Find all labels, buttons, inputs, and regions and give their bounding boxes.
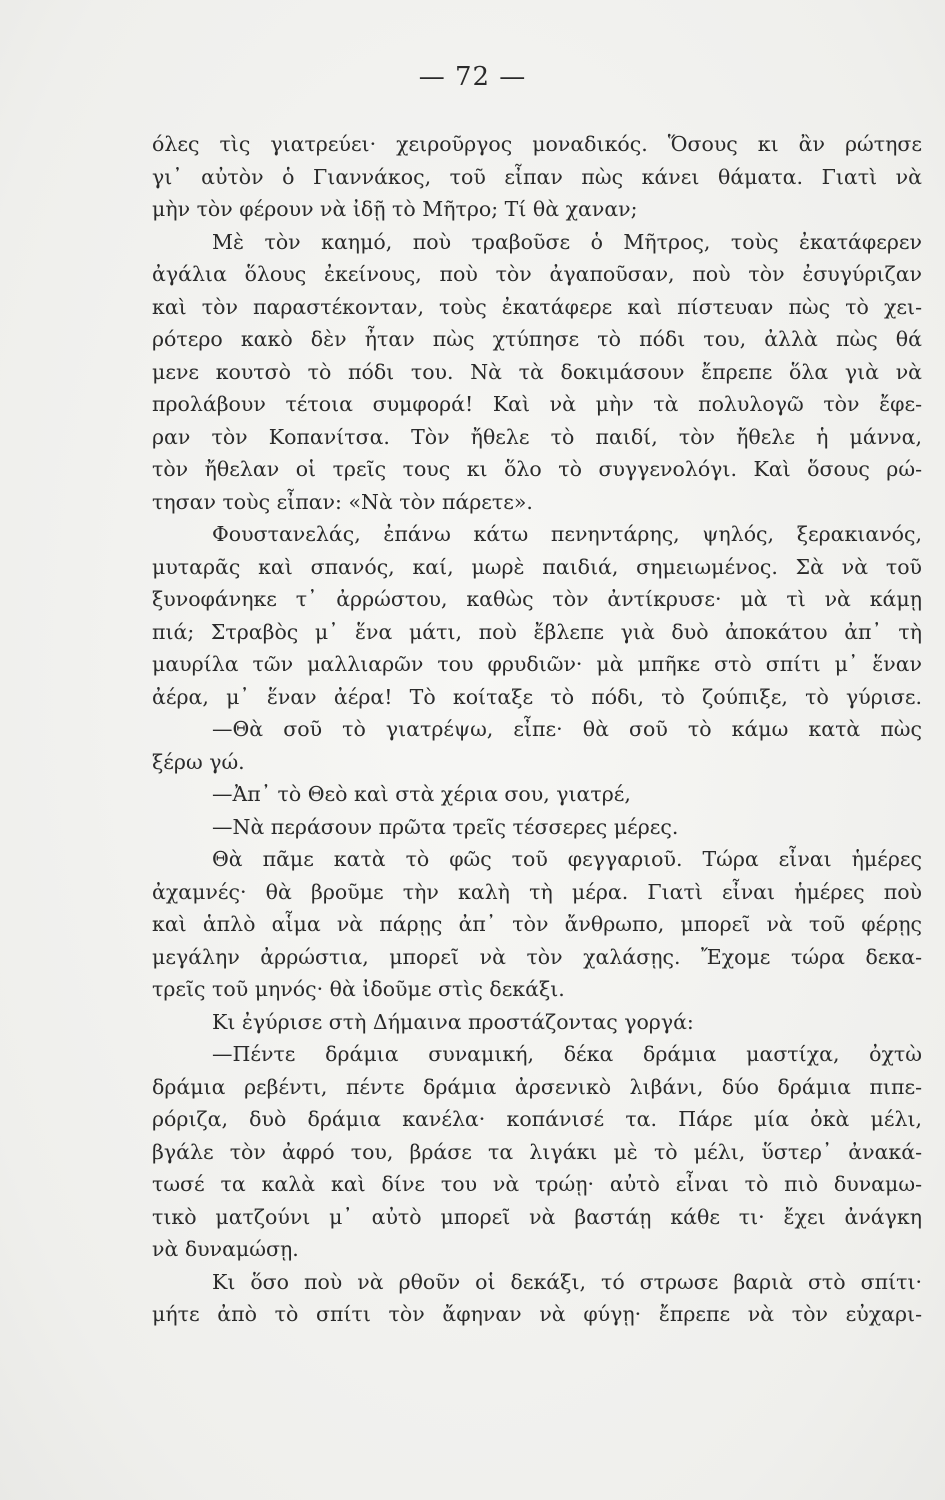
text-line: πιά; Στραβὸς μ᾽ ἕνα μάτι, ποὺ ἔβλεπε γιὰ δυὸ ἀποκάτου ἀπ᾽ τὴ xyxy=(152,619,922,644)
text-line: ἀγάλια ὅλους ἐκείνους, ποὺ τὸν ἀγαποῦσαν, ποὺ τὸν ἐσυγύριζαν xyxy=(152,262,922,286)
text-line: μὴν τὸν φέρουν νὰ ἰδῇ τὸ Μῆτρο; Τί θὰ χαναν; xyxy=(152,197,638,221)
text-line: ρόριζα, δυὸ δράμια κανέλα· κοπάνισέ τα. Πάρε μία ὀκὰ μέλι, xyxy=(152,1107,922,1131)
body-text xyxy=(152,128,922,1331)
text-line: Κι ἐγύρισε στὴ Δήμαινα προστάζοντας γοργά: xyxy=(212,1009,694,1034)
text-line: Φουστανελάς, ἐπάνω κάτω πενηντάρης, ψηλός, ξερακιανός, xyxy=(212,522,922,546)
text-line: ξυνοφάνηκε τ᾽ ἀρρώστου, καθὼς τὸν ἀντίκρυσε· μὰ τὶ νὰ κάμῃ xyxy=(152,587,922,611)
text-line: τὸν ἤθελαν οἱ τρεῖς τους κι ὅλο τὸ συγγενολόγι. Καὶ ὅσους ρώ- xyxy=(152,457,922,481)
text-line: ραν τὸν Κοπανίτσα. Τὸν ἤθελε τὸ παιδί, τὸν ἤθελε ἡ μάννα, xyxy=(152,424,922,449)
text-line: ἀέρα, μ᾽ ἕναν ἀέρα! Τὸ κοίταξε τὸ πόδι, τὸ ζούπιξε, τὸ γύρισε. xyxy=(152,684,922,709)
text-line: τησαν τοὺς εἶπαν: «Νὰ τὸν πάρετε». xyxy=(152,489,533,514)
text-line: Κι ὅσο ποὺ νὰ ρθοῦν οἱ δεκάξι, τό στρωσε βαριὰ στὸ σπίτι· xyxy=(212,1269,922,1294)
text-line: ἀχαμνές· θὰ βροῦμε τὴν καλὴ τὴ μέρα. Γιατὶ εἶναι ἡμέρες ποὺ xyxy=(152,879,922,904)
text-line: βγάλε τὸν ἀφρό του, βράσε τα λιγάκι μὲ τὸ μέλι, ὕστερ᾽ ἀνακά- xyxy=(152,1139,922,1164)
page-number: — 72 — xyxy=(418,62,527,92)
text-line: τικὸ ματζούνι μ᾽ αὐτὸ μπορεῖ νὰ βαστάῃ κάθε τι· ἔχει ἀνάγκη xyxy=(152,1204,922,1229)
text-line: —Πέντε δράμια συναμική, δέκα δράμια μαστίχα, ὀχτὼ xyxy=(212,1042,922,1066)
text-line: καὶ τὸν παραστέκονταν, τοὺς ἐκατάφερε καὶ πίστευαν πὼς τὸ χει- xyxy=(152,294,922,319)
text-line: γι᾽ αὐτὸν ὁ Γιαννάκος, τοῦ εἶπαν πὼς κάνει θάματα. Γιατὶ νὰ xyxy=(152,164,922,189)
text-line: —Θὰ σοῦ τὸ γιατρέψω, εἶπε· θὰ σοῦ τὸ κάμω κατὰ πὼς xyxy=(212,717,922,741)
text-line: δράμια ρεβέντι, πέντε δράμια ἀρσενικὸ λιβάνι, δύο δράμια πιπε- xyxy=(152,1074,922,1099)
text-line: Μὲ τὸν καημό, ποὺ τραβοῦσε ὁ Μῆτρος, τοὺς ἐκατάφερεν xyxy=(212,229,922,254)
text-line: μαυρίλα τῶν μαλλιαρῶν του φρυδιῶν· μὰ μπῆκε στὸ σπίτι μ᾽ ἕναν xyxy=(152,652,922,676)
text-line: νὰ δυναμώσῃ. xyxy=(152,1237,299,1261)
text-line: μεγάλην ἀρρώστια, μπορεῖ νὰ τὸν χαλάσῃς. Ἔχομε τώρα δεκα- xyxy=(152,944,922,969)
text-line: —Νὰ περάσουν πρῶτα τρεῖς τέσσερες μέρες. xyxy=(212,814,679,839)
text-line: Θὰ πᾶμε κατὰ τὸ φῶς τοῦ φεγγαριοῦ. Τώρα εἶναι ἡμέρες xyxy=(212,847,922,871)
text-line: μυταρᾶς καὶ σπανός, καί, μωρὲ παιδιά, σημειωμένος. Σὰ νὰ τοῦ xyxy=(152,554,922,579)
text-line: μήτε ἀπὸ τὸ σπίτι τὸν ἄφηναν νὰ φύγῃ· ἔπρεπε νὰ τὸν εὐχαρι- xyxy=(152,1302,922,1326)
text-line: ρότερο κακὸ δὲν ἦταν πὼς χτύπησε τὸ πόδι του, ἀλλὰ πὼς θά xyxy=(152,327,922,351)
text-line: όλες τὶς γιατρεύει· χειροῦργος μοναδικός. Ὅσους κι ἂν ρώτησε xyxy=(152,132,922,156)
text-line: —Ἀπ᾽ τὸ Θεὸ καὶ στὰ χέρια σου, γιατρέ, xyxy=(212,782,631,806)
text-line: μενε κουτσὸ τὸ πόδι του. Νὰ τὰ δοκιμάσουν ἔπρεπε ὅλα γιὰ νὰ xyxy=(152,359,922,384)
text-line: τωσέ τα καλὰ καὶ δίνε του νὰ τρώῃ· αὐτὸ εἶναι τὸ πιὸ δυναμω- xyxy=(152,1172,922,1196)
text-line: καὶ ἁπλὸ αἷμα νὰ πάρῃς ἀπ᾽ τὸν ἄνθρωπο, μπορεῖ νὰ τοῦ φέρῃς xyxy=(152,912,922,936)
text-line: προλάβουν τέτοια συμφορά! Καὶ νὰ μὴν τὰ πολυλογῶ τὸν ἔφε- xyxy=(152,392,922,416)
text-line: ξέρω γώ. xyxy=(152,749,245,774)
text-line: τρεῖς τοῦ μηνός· θὰ ἰδοῦμε στὶς δεκάξι. xyxy=(152,977,565,1001)
